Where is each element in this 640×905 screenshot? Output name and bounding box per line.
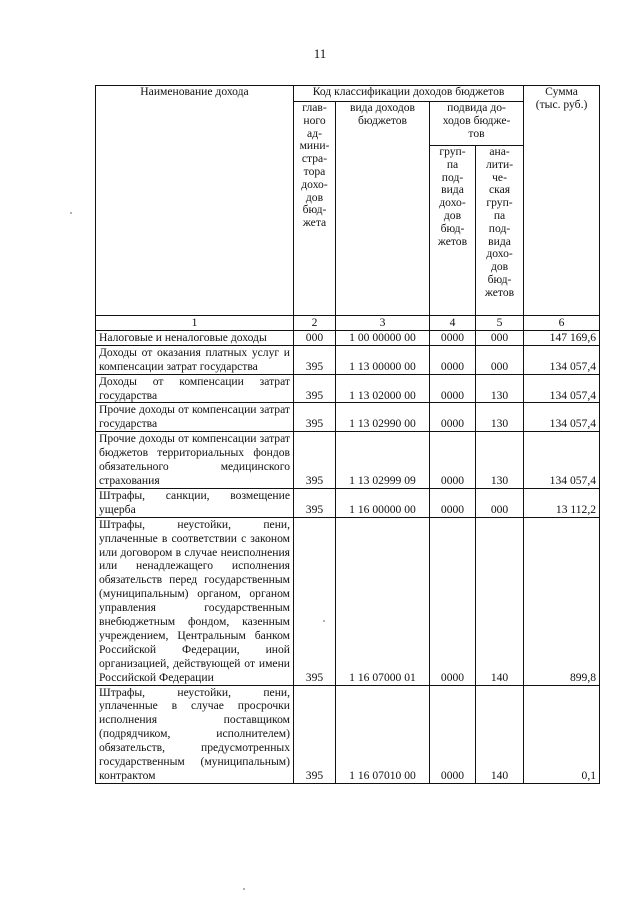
income-name: Доходы от компенсации затрат государства	[96, 374, 294, 403]
admin-code: 395	[294, 517, 336, 685]
admin-code: 395	[294, 374, 336, 403]
subtype-group-code: 0000	[430, 685, 476, 783]
income-type-code: 1 13 02000 00	[336, 374, 430, 403]
revenue-table	[95, 85, 600, 784]
header-income-type: вида доходов бюджетов	[336, 102, 430, 316]
subtype-group-code: 0000	[430, 488, 476, 517]
header-income-name: Наименование дохода	[96, 86, 294, 316]
column-number: 3	[336, 316, 430, 331]
analytic-group-code: 000	[476, 345, 524, 374]
income-name: Штрафы, санкции, возмещение ущерба	[96, 488, 294, 517]
page-number: 11	[313, 46, 327, 61]
income-type-code: 1 13 02999 09	[336, 432, 430, 489]
admin-code: 395	[294, 345, 336, 374]
column-number: 4	[430, 316, 476, 331]
subtype-group-code: 0000	[430, 432, 476, 489]
sum-value: 134 057,4	[524, 432, 600, 489]
analytic-group-code: 140	[476, 517, 524, 685]
income-name: Прочие доходы от компенсации затрат государства	[96, 403, 294, 432]
analytic-group-code: 000	[476, 488, 524, 517]
admin-code: 395	[294, 432, 336, 489]
sum-value: 13 112,2	[524, 488, 600, 517]
header-sum: Сумма (тыс. руб.)	[524, 86, 600, 316]
sum-value: 134 057,4	[524, 374, 600, 403]
income-name: Штрафы, неустойки, пени, уплаченные в случае просрочки исполнения поставщиком (подрядчиком, исполнителем) обязательств, предусмотренных государственным (муниципальным) контрактом	[96, 685, 294, 783]
income-name: Штрафы, неустойки, пени, уплаченные в соответствии с законом или договором в случае неисполнения или ненадлежащего исполнения обязательств перед государственным (муниципальным) органом, органом управления государственным внебюджетным фондом, казенным учреждением, Центральным банком Российской Федерации, иной организацией, действующей от имени Российской Федерации	[96, 517, 294, 685]
table-row	[96, 432, 600, 489]
sum-value: 134 057,4	[524, 403, 600, 432]
admin-code: 000	[294, 330, 336, 345]
admin-code: 395	[294, 488, 336, 517]
subtype-group-code: 0000	[430, 374, 476, 403]
admin-code: 395	[294, 403, 336, 432]
sum-value: 147 169,6	[524, 330, 600, 345]
analytic-group-code: 140	[476, 685, 524, 783]
subtype-group-code: 0000	[430, 403, 476, 432]
header-subtype-analytic-group: ана- лити- че- ская груп- па под- вида дохо- дов бюд- жетов	[476, 146, 524, 316]
subtype-group-code: 0000	[430, 345, 476, 374]
table-row	[96, 403, 600, 432]
header-income-subtype: подвида до- ходов бюдже- тов	[430, 102, 524, 146]
analytic-group-code: 130	[476, 432, 524, 489]
column-number-row	[96, 316, 600, 331]
analytic-group-code: 130	[476, 403, 524, 432]
income-type-code: 1 13 02990 00	[336, 403, 430, 432]
income-type-code: 1 00 00000 00	[336, 330, 430, 345]
subtype-group-code: 0000	[430, 517, 476, 685]
column-number: 1	[96, 316, 294, 331]
subtype-group-code: 0000	[430, 330, 476, 345]
income-type-code: 1 16 07000 01	[336, 517, 430, 685]
table-row	[96, 345, 600, 374]
scan-speck	[243, 888, 245, 890]
income-name: Налоговые и неналоговые доходы	[96, 330, 294, 345]
table-row	[96, 488, 600, 517]
income-name: Доходы от оказания платных услуг и компенсации затрат государства	[96, 345, 294, 374]
sum-value: 134 057,4	[524, 345, 600, 374]
column-number: 5	[476, 316, 524, 331]
sum-value: 0,1	[524, 685, 600, 783]
column-number: 6	[524, 316, 600, 331]
table-row	[96, 685, 600, 783]
table-row	[96, 517, 600, 685]
header-subtype-group: груп- па под- вида дохо- дов бюд- жетов	[430, 146, 476, 316]
column-number: 2	[294, 316, 336, 331]
table-row	[96, 330, 600, 345]
income-type-code: 1 16 07010 00	[336, 685, 430, 783]
income-type-code: 1 13 00000 00	[336, 345, 430, 374]
analytic-group-code: 000	[476, 330, 524, 345]
admin-code: 395	[294, 685, 336, 783]
scan-speck	[323, 620, 325, 622]
scan-speck	[70, 212, 72, 214]
sum-value: 899,8	[524, 517, 600, 685]
income-type-code: 1 16 00000 00	[336, 488, 430, 517]
analytic-group-code: 130	[476, 374, 524, 403]
table-row	[96, 374, 600, 403]
header-code-group: Код классификации доходов бюджетов	[294, 86, 524, 102]
header-admin: глав- ного ад- мини- стра- тора дохо- дов бюд- жета	[294, 102, 336, 316]
income-name: Прочие доходы от компенсации затрат бюджетов территориальных фондов обязательного медицинского страхования	[96, 432, 294, 489]
